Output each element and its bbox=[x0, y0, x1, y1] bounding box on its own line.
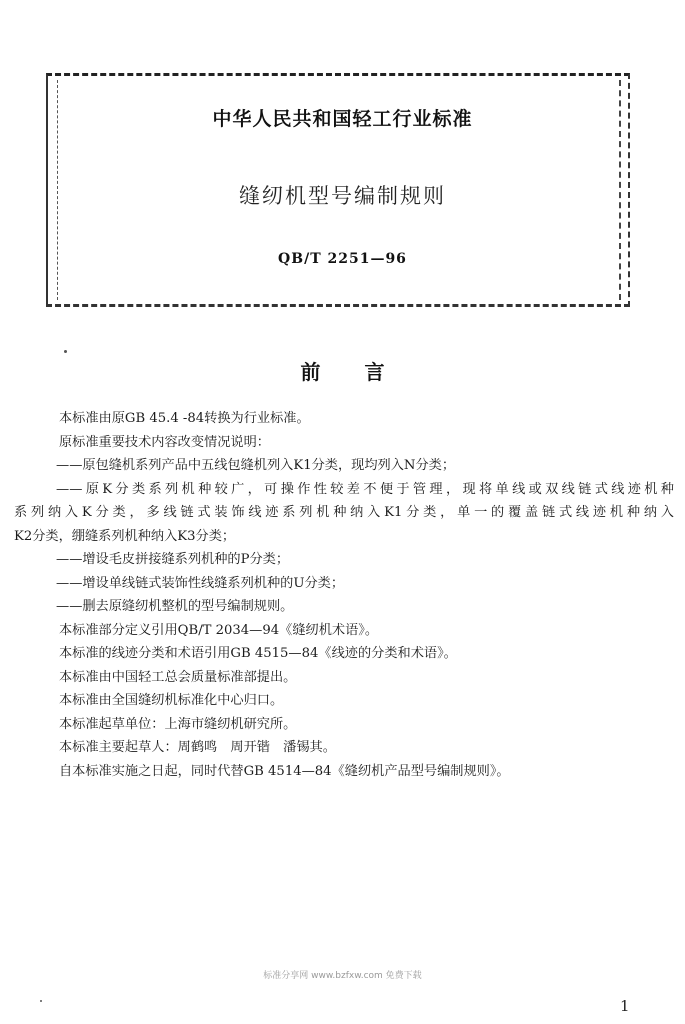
foreword-paragraph: 本标准主要起草人：周鹤鸣 周开锴 潘锡其。 bbox=[59, 740, 336, 755]
foreword-list-item: ——增设毛皮拼接缝系列机种的P分类； bbox=[56, 552, 290, 567]
foreword-list-item-continuation: K2分类，绷缝系列机种纳入K3分类； bbox=[14, 528, 236, 544]
footer-watermark: 标准分享网 www.bzfxw.com 免费下载 bbox=[263, 971, 422, 981]
standard-organization: 中华人民共和国轻工行业标准 bbox=[212, 108, 473, 130]
foreword-heading: 前言 bbox=[300, 360, 429, 384]
foreword-paragraph: 自本标准实施之日起，同时代替GB 4514—84《缝纫机产品型号编制规则》。 bbox=[59, 763, 510, 779]
foreword-body bbox=[14, 407, 674, 783]
foreword-paragraph: 本标准由全国缝纫机标准化中心归口。 bbox=[59, 693, 284, 708]
foreword-list-item: ——增设单线链式装饰性线缝系列机种的U分类； bbox=[56, 575, 345, 591]
foreword-list-item-continuation: 系列纳入K分类，多线链式装饰线迹系列机种纳入K1分类，单一的覆盖链式线迹机种纳入 bbox=[14, 505, 674, 520]
foreword-paragraph: 本标准由原GB 45.4 -84转换为行业标准。 bbox=[59, 411, 310, 426]
standard-code: QB/T 2251—96 bbox=[278, 251, 407, 267]
scan-speck bbox=[64, 350, 67, 353]
foreword-list-item: ——删去原缝纫机整机的型号编制规则。 bbox=[56, 599, 294, 614]
scan-speck bbox=[40, 1000, 42, 1002]
foreword-paragraph: 本标准部分定义引用QB/T 2034—94《缝纫机术语》。 bbox=[59, 622, 379, 638]
foreword-paragraph: 本标准起草单位：上海市缝纫机研究所。 bbox=[59, 716, 297, 732]
foreword-paragraph: 本标准由中国轻工总会质量标准部提出。 bbox=[59, 669, 297, 685]
page-number: 1 bbox=[620, 997, 630, 1015]
foreword-paragraph: 原标准重要技术内容改变情况说明： bbox=[59, 434, 270, 450]
standard-title: 缝纫机型号编制规则 bbox=[239, 184, 446, 208]
foreword-list-item: ——原K分类系列机种较广，可操作性较差不便于管理，现将单线或双线链式线迹机种 bbox=[56, 481, 674, 497]
foreword-list-item: ——原包缝机系列产品中五线包缝机列入K1分类，现均列入N分类； bbox=[56, 458, 456, 473]
foreword-paragraph: 本标准的线迹分类和术语引用GB 4515—84《线迹的分类和术语》。 bbox=[59, 646, 457, 661]
